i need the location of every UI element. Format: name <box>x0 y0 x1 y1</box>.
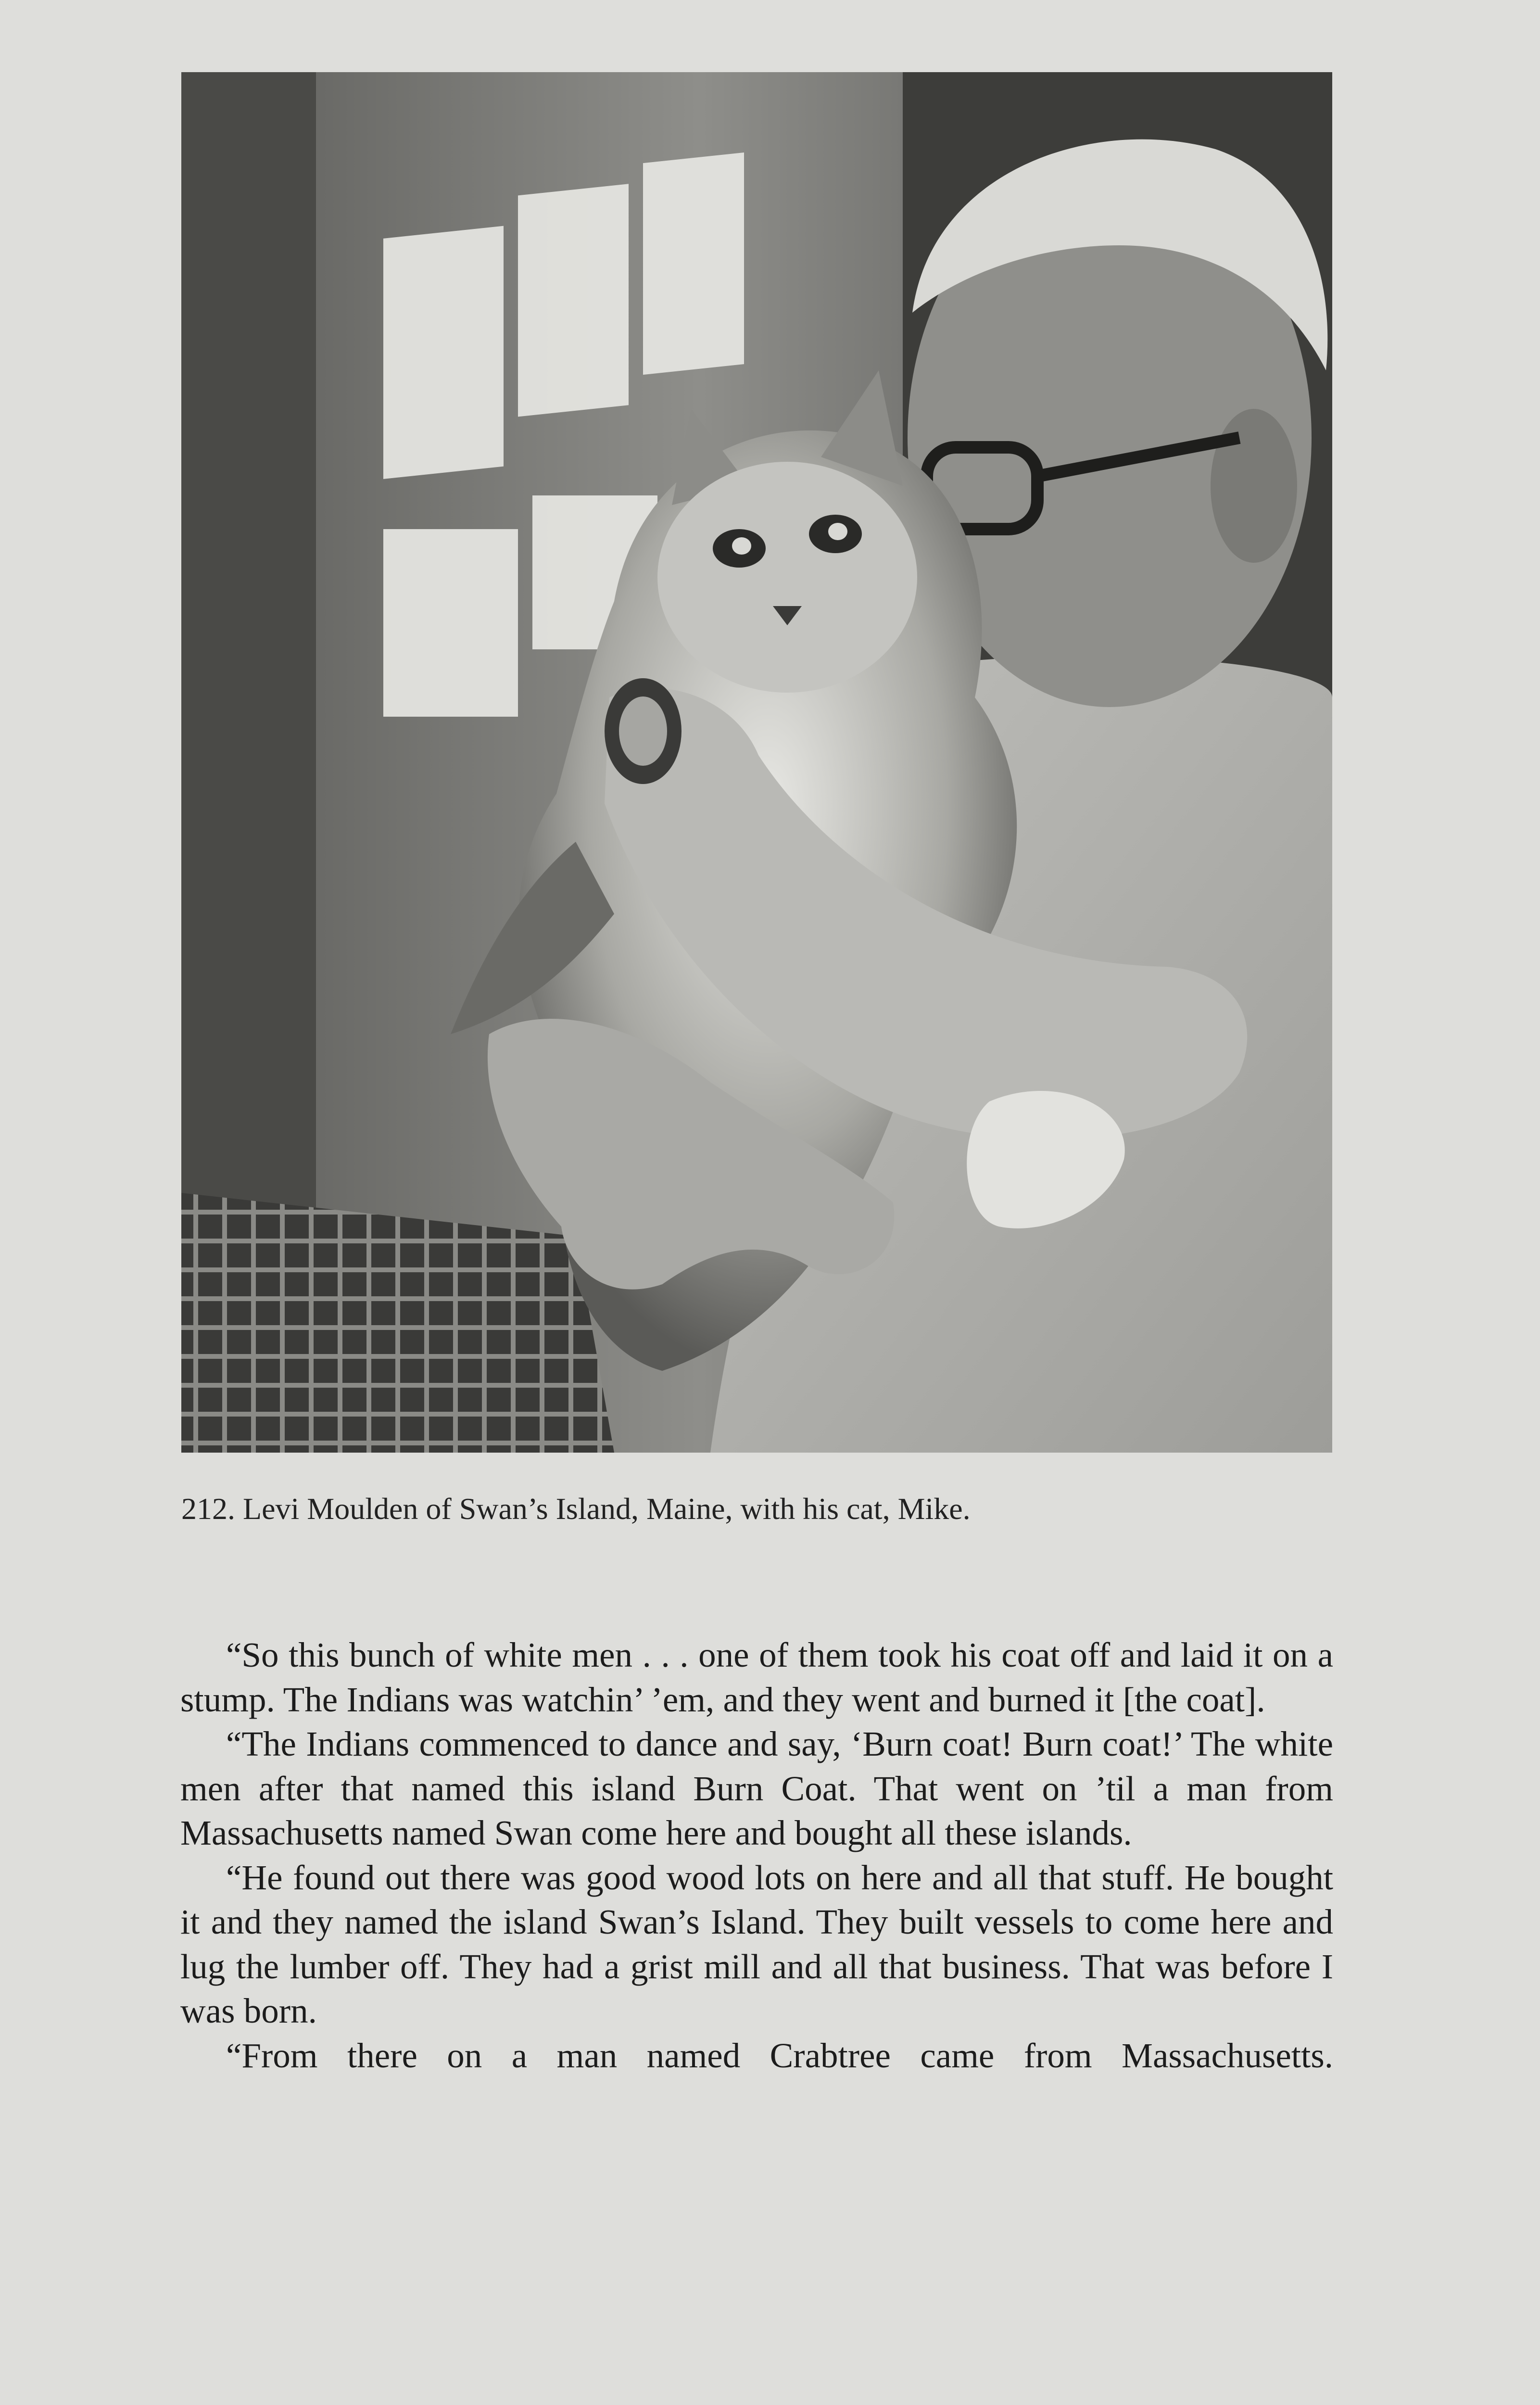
photo-caption <box>181 1489 1332 1529</box>
man-with-cat-photo-illustration <box>181 72 1332 1453</box>
caption-text: Levi Moulden of Swan’s Island, Maine, with his cat, Mike. <box>243 1492 971 1526</box>
body-text <box>180 1633 1333 2078</box>
photograph <box>181 72 1332 1453</box>
paragraph: “The Indians commenced to dance and say, ‘Burn coat! Burn coat!’ The white men after that named this island Burn Coat. That went on ’til a man from Massachusetts named Swan come here and bought all these islands. <box>180 1724 1333 1852</box>
caption-number: 212. <box>181 1492 235 1526</box>
paragraph: “He found out there was good wood lots on here and all that stuff. He bought it and they named the island Swan’s Island. They built vessels to come here and lug the lumber off. They had a grist mill and all that business. That was before I was born. <box>180 1858 1333 2030</box>
paragraph: “From there on a man named Crabtree came from Massachusetts. <box>226 2036 1333 2075</box>
paragraph: “So this bunch of white men . . . one of them took his coat off and laid it on a stump. The Indians was watchin’ ’em, and they went and burned it [the coat]. <box>180 1635 1333 1719</box>
